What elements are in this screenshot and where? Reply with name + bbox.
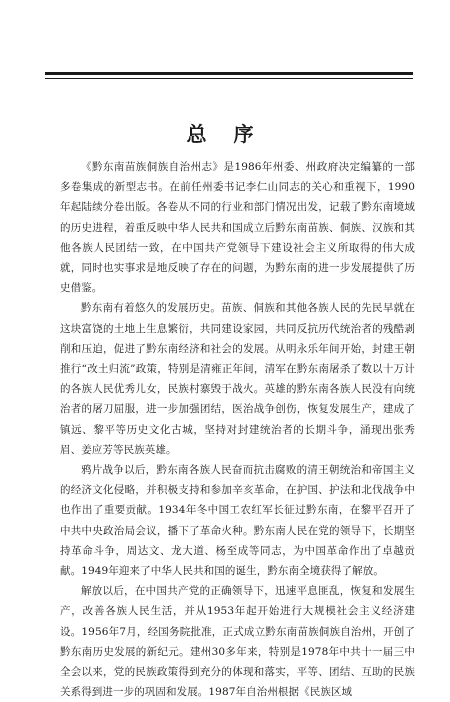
header-rule-thin [45, 78, 413, 79]
paragraph-2: 黔东南有着悠久的发展历史。苗族、侗族和其他各族人民的先民早就在这块富饶的土地上生息繁衍，共同建设家园，共同反抗历代统治者的残酷剥削和压迫，促进了黔东南经济和社会的发展。从明永乐年间开始，封建王朝推行“改土归流”政策，特别是清雍正年间，清军在黔东南屠杀了数以十万计的各族人民优秀儿女，民族村寨毁于战火。英雄的黔东南各族人民没有向统治者的屠刀屈服，进一步加强团结，医治战争创伤，恢复发展生产，建成了镇远、黎平等历史文化古城，坚持对封建统治者的长期斗争，涌现出张秀眉、姜应芳等民族英雄。 [60, 302, 415, 456]
body-text [60, 157, 415, 702]
paragraph-3: 鸦片战争以后，黔东南各族人民奋而抗击腐败的清王朝统治和帝国主义的经济文化侵略，并积极支持和参加辛亥革命，在护国、护法和北伐战争中也作出了重要贡献。1934年冬中国工农红军长征过黔东南，在黎平召开了中共中央政治局会议，播下了革命火种。黔东南人民在党的领导下，长期坚持革命斗争，周达文、龙大道、杨至成等同志，为中国革命作出了卓越贡献。1949年迎来了中华人民共和国的诞生，黔东南全境获得了解放。 [60, 464, 415, 578]
page-title: 总 序 [186, 122, 264, 146]
paragraph-1: 《黔东南苗族侗族自治州志》是1986年州委、州政府决定编纂的一部多卷集成的新型志书。在前任州委书记李仁山同志的关心和重视下，1990年起陆续分卷出版。各卷从不同的行业和部门情况出发，记载了黔东南境域的历史进程，着重反映中华人民共和国成立后黔东南苗族、侗族、汉族和其他各族人民团结一致，在中国共产党领导下建设社会主义所取得的伟大成就，同时也实事求是地反映了存在的问题，为黔东南的进一步发展提供了历史借鉴。 [60, 161, 415, 295]
paragraph-4: 解放以后，在中国共产党的正确领导下，迅速平息匪乱，恢复和发展生产，改善各族人民生活，并从1953年起开始进行大规模社会主义经济建设。1956年7月，经国务院批准，正式成立黔东南苗族侗族自治州，开创了黔东南历史发展的新纪元。建州30多年来，特别是1978年中共十一届三中全会以来，党的民族政策得到充分的体现和落实，平等、团结、互助的民族关系得到进一步的巩固和发展。1987年自治州根据《民族区域 [60, 585, 415, 699]
header-rule-thick [45, 72, 413, 75]
